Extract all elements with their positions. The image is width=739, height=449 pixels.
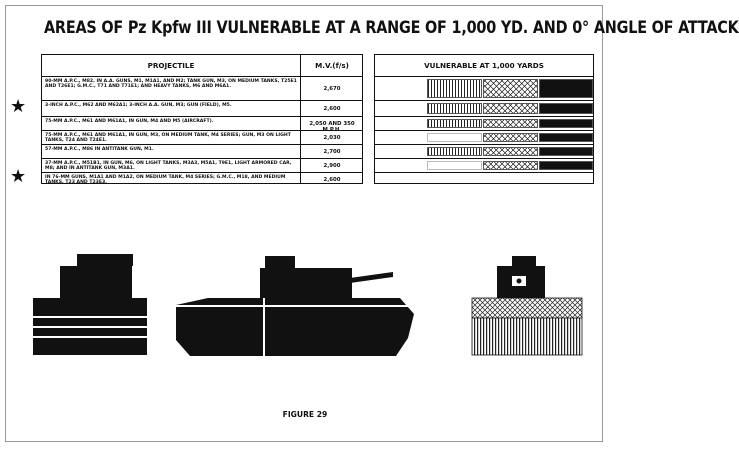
muzzle-velocity: 2,050 AND 350 M.P.H. xyxy=(309,121,355,133)
projectile-row xyxy=(42,117,363,131)
front-view-cupola xyxy=(77,254,133,266)
muzzle-velocity: 2,600 xyxy=(323,177,341,183)
vulnerable-zone-crosshatch xyxy=(483,147,538,156)
rear-view-port xyxy=(517,279,522,284)
figure-label: FIGURE 29 xyxy=(282,410,328,419)
vulnerable-zone-vertical xyxy=(427,147,482,156)
projectile-row xyxy=(42,159,363,173)
vulnerable-row xyxy=(375,77,594,101)
projectile-description: 57-MM A.P.C., M86 IN ANTITANK GUN, M1. xyxy=(45,147,154,152)
front-view-stripe xyxy=(33,336,147,338)
projectile-column-header: PROJECTILE xyxy=(42,55,300,77)
front-view-turret xyxy=(60,266,132,298)
projectile-table xyxy=(41,54,363,184)
vulnerable-row xyxy=(375,131,594,145)
mv-column-header: M.V.(f/s) xyxy=(301,55,363,77)
side-view-stripe xyxy=(176,305,414,307)
rear-view-crosshatch-zone xyxy=(472,298,582,318)
vulnerable-zone-crosshatch xyxy=(483,79,538,98)
vulnerable-zone-vertical xyxy=(427,103,482,114)
projectile-row xyxy=(42,131,363,145)
vulnerable-zone-crosshatch xyxy=(483,133,538,142)
projectile-description: 3-INCH A.P.C., M62 AND M62A1; 3-INCH A.A. GUN, M3; GUN (FIELD), M5. xyxy=(45,103,232,108)
vulnerable-row xyxy=(375,159,594,173)
projectile-description: 75-MM A.P.C., M61 AND M61A1, IN GUN, M3, ON MEDIUM TANK, M4 SERIES; GUN, M3 ON LIGHT TANKS, T24 AND T24E1. xyxy=(45,133,291,143)
front-view-stripe xyxy=(33,316,147,318)
projectile-description: 75-MM A.P.C., M61 AND M61A1, IN GUN, M4 AND M5 (AIRCRAFT). xyxy=(45,119,214,124)
tank-silhouettes xyxy=(0,230,610,370)
vulnerable-row xyxy=(375,145,594,159)
rear-view-cupola xyxy=(512,256,536,266)
vulnerable-zone-vertical xyxy=(427,119,482,128)
side-view-turret xyxy=(260,268,352,298)
muzzle-velocity: 2,700 xyxy=(323,149,341,155)
vulnerable-zone-solid xyxy=(539,103,593,114)
projectile-row xyxy=(42,173,363,185)
projectile-row xyxy=(42,77,363,101)
vulnerable-zone-crosshatch xyxy=(483,161,538,170)
projectile-description: 90-MM A.P.C., M82, IN A.A. GUNS, M1, M1A1, AND M2; TANK GUN, M3, ON MEDIUM TANKS, T25E1 AND T26E1; G.M.C., T71 AND T71E1; AND HEAVY TANKS, M6 AND M6A1. xyxy=(45,79,297,89)
vulnerable-zone-solid xyxy=(539,79,593,98)
tank-side-view xyxy=(176,256,414,356)
vulnerable-zone-solid xyxy=(539,161,593,170)
projectile-description: 37-MM A.P.C., M51B1, IN GUN, M6, ON LIGHT TANKS, M3A3, M5A1, T9E1, LIGHT ARMORED CAR, M8; AND IN ANTITANK GUN, M3A1. xyxy=(45,161,292,171)
star-icon: ★ xyxy=(10,96,27,117)
vulnerable-zone-crosshatch xyxy=(483,119,538,128)
side-view-gun xyxy=(350,272,393,283)
vulnerable-zone-crosshatch xyxy=(483,103,538,114)
vulnerable-zone-solid xyxy=(539,119,593,128)
vulnerable-zone-blank xyxy=(427,133,482,142)
star-icon: ★ xyxy=(10,166,27,187)
side-view-cupola xyxy=(265,256,295,268)
tank-rear-view xyxy=(472,256,582,355)
vulnerable-row xyxy=(375,117,594,131)
side-view-divider xyxy=(263,298,265,356)
vulnerable-zone-solid xyxy=(539,133,593,142)
tank-front-view xyxy=(33,254,147,355)
front-view-stripe xyxy=(33,326,147,328)
muzzle-velocity: 2,600 xyxy=(323,106,341,112)
rear-view-vertical-zone xyxy=(472,318,582,355)
vulnerable-zone-solid xyxy=(539,147,593,156)
projectile-row xyxy=(42,145,363,159)
projectile-row xyxy=(42,101,363,117)
projectile-description: IN 76-MM GUNS, M1A1 AND M1A2, ON MEDIUM TANK, M4 SERIES; G.M.C., M18, AND MEDIUM TANKS, T23 AND T23E3. xyxy=(45,175,286,185)
vulnerable-zone-blank xyxy=(427,161,482,170)
muzzle-velocity: 2,900 xyxy=(323,163,341,169)
vulnerable-zone-vertical xyxy=(427,79,482,98)
muzzle-velocity: 2,030 xyxy=(323,135,341,141)
muzzle-velocity: 2,670 xyxy=(323,86,341,92)
vulnerable-column-header: VULNERABLE AT 1,000 YARDS xyxy=(375,55,593,77)
vulnerable-row xyxy=(375,101,594,117)
vulnerable-table xyxy=(374,54,594,184)
page-title: AREAS OF Pz Kpfw III VULNERABLE AT A RANGE OF 1,000 YD. AND 0° ANGLE OF ATTACK xyxy=(44,19,739,38)
